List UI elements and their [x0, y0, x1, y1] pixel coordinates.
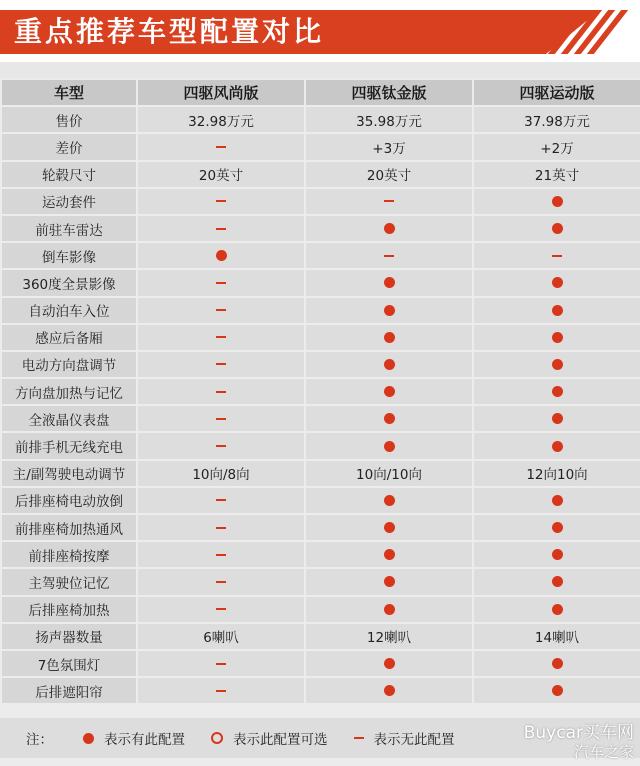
spec-cell	[138, 216, 304, 241]
table-row	[2, 461, 640, 486]
spec-cell	[474, 216, 640, 241]
spec-cell	[306, 515, 472, 540]
row-label: 7色氛围灯	[2, 651, 136, 676]
table-row	[2, 542, 640, 567]
spec-cell	[138, 651, 304, 676]
spec-cell	[306, 216, 472, 241]
row-label: 后排遮阳帘	[2, 678, 136, 703]
no-feature-dash-icon	[216, 200, 226, 202]
spec-cell: +2万	[474, 134, 640, 159]
page-title: 重点推荐车型配置对比	[14, 15, 325, 48]
spec-cell	[138, 134, 304, 159]
spec-cell	[138, 243, 304, 268]
spec-cell	[474, 379, 640, 404]
no-feature-dash-icon	[216, 282, 226, 284]
table-row	[2, 270, 640, 295]
spec-cell	[474, 325, 640, 350]
table-row	[2, 515, 640, 540]
has-feature-dot-icon	[552, 576, 563, 587]
has-feature-dot-icon	[384, 495, 395, 506]
row-label: 运动套件	[2, 189, 136, 214]
spec-cell	[306, 352, 472, 377]
has-feature-dot-icon	[552, 522, 563, 533]
no-feature-dash-icon	[216, 663, 226, 665]
no-feature-dash-icon	[216, 608, 226, 610]
spec-cell	[474, 243, 640, 268]
has-feature-dot-icon	[552, 277, 563, 288]
header-trim-1: 四驱风尚版	[138, 80, 304, 105]
has-feature-dot-icon	[384, 332, 395, 343]
spec-cell	[474, 542, 640, 567]
spec-cell	[474, 515, 640, 540]
no-feature-dash-icon	[216, 228, 226, 230]
has-feature-dot-icon	[552, 332, 563, 343]
table-header-row	[2, 80, 640, 105]
no-feature-dash-icon	[384, 255, 394, 257]
config-comparison-table	[0, 78, 640, 705]
has-feature-dot-icon	[384, 576, 395, 587]
spec-cell	[474, 406, 640, 431]
table-row	[2, 216, 640, 241]
has-feature-dot-icon	[384, 223, 395, 234]
has-feature-dot-icon	[552, 223, 563, 234]
spec-cell	[138, 597, 304, 622]
has-feature-dot-icon	[552, 305, 563, 316]
spec-cell	[306, 597, 472, 622]
no-feature-dash-icon	[216, 499, 226, 501]
has-feature-dot-icon	[384, 359, 395, 370]
spec-cell: 12喇叭	[306, 624, 472, 649]
has-feature-dot-icon	[552, 495, 563, 506]
spec-cell	[138, 189, 304, 214]
table-row	[2, 488, 640, 513]
table-row	[2, 189, 640, 214]
spec-cell	[306, 270, 472, 295]
spec-cell: +3万	[306, 134, 472, 159]
spec-cell: 10向/8向	[138, 461, 304, 486]
spec-cell	[474, 651, 640, 676]
has-feature-dot-icon	[384, 604, 395, 615]
row-label: 后排座椅电动放倒	[2, 488, 136, 513]
spec-cell	[474, 488, 640, 513]
watermark-autohome: 汽车之家	[573, 743, 634, 761]
table-row	[2, 379, 640, 404]
table-row	[2, 406, 640, 431]
row-label: 扬声器数量	[2, 624, 136, 649]
no-feature-dash-icon	[216, 445, 226, 447]
spec-cell: 20英寸	[306, 162, 472, 187]
spec-cell	[138, 270, 304, 295]
spec-cell	[138, 298, 304, 323]
no-feature-dash-icon	[216, 527, 226, 529]
table-row	[2, 243, 640, 268]
spec-cell	[474, 433, 640, 458]
spec-cell	[306, 243, 472, 268]
row-label: 360度全景影像	[2, 270, 136, 295]
legend-optional-text: 表示此配置可选	[233, 732, 328, 748]
spec-cell	[474, 298, 640, 323]
no-feature-dash-icon	[216, 391, 226, 393]
has-feature-dot-icon	[552, 604, 563, 615]
watermark-buycar: Buycar买车网	[523, 723, 634, 743]
spec-cell: 35.98万元	[306, 107, 472, 132]
no-feature-dash-icon	[216, 336, 226, 338]
header-trim-2: 四驱钛金版	[306, 80, 472, 105]
row-label: 差价	[2, 134, 136, 159]
table-row	[2, 569, 640, 594]
has-feature-dot-icon	[216, 250, 227, 261]
spec-cell	[138, 678, 304, 703]
has-feature-dot-icon	[384, 658, 395, 669]
spec-cell	[474, 678, 640, 703]
no-feature-dash-icon	[216, 309, 226, 311]
spec-cell	[138, 569, 304, 594]
spec-cell	[306, 651, 472, 676]
has-feature-dot-icon	[552, 413, 563, 424]
spec-cell	[138, 325, 304, 350]
spec-cell: 14喇叭	[474, 624, 640, 649]
has-feature-dot-icon	[384, 305, 395, 316]
header-model-label: 车型	[2, 80, 136, 105]
legend-prefix: 注：	[26, 732, 53, 748]
spec-cell	[306, 379, 472, 404]
row-label: 感应后备厢	[2, 325, 136, 350]
spec-cell	[138, 433, 304, 458]
has-feature-dot-icon	[384, 386, 395, 397]
legend-none-text: 表示无此配置	[373, 732, 455, 748]
table-row	[2, 433, 640, 458]
row-label: 售价	[2, 107, 136, 132]
has-feature-dot-icon	[552, 441, 563, 452]
row-label: 前排座椅加热通风	[2, 515, 136, 540]
has-feature-dot-icon	[384, 685, 395, 696]
row-label: 前排手机无线充电	[2, 433, 136, 458]
has-feature-dot-icon	[384, 277, 395, 288]
spec-cell	[306, 406, 472, 431]
no-feature-dash-icon	[216, 418, 226, 420]
spec-cell	[474, 270, 640, 295]
row-label: 自动泊车入位	[2, 298, 136, 323]
no-feature-dash-icon	[384, 200, 394, 202]
no-feature-dash-icon	[216, 554, 226, 556]
row-label: 电动方向盘调节	[2, 352, 136, 377]
spec-cell: 10向/10向	[306, 461, 472, 486]
spec-cell: 21英寸	[474, 162, 640, 187]
spec-cell	[474, 569, 640, 594]
spec-cell: 6喇叭	[138, 624, 304, 649]
row-label: 轮毂尺寸	[2, 162, 136, 187]
spec-cell	[306, 325, 472, 350]
spec-cell	[306, 488, 472, 513]
legend-ring-icon	[211, 730, 223, 746]
row-label: 全液晶仪表盘	[2, 406, 136, 431]
title-banner	[0, 0, 640, 62]
has-feature-dot-icon	[552, 386, 563, 397]
spec-cell	[306, 678, 472, 703]
table-row	[2, 352, 640, 377]
has-feature-dot-icon	[552, 685, 563, 696]
table-row	[2, 597, 640, 622]
has-feature-dot-icon	[384, 441, 395, 452]
spec-cell: 37.98万元	[474, 107, 640, 132]
spec-cell	[474, 352, 640, 377]
spec-cell	[138, 406, 304, 431]
no-feature-dash-icon	[552, 255, 562, 257]
no-feature-dash-icon	[216, 146, 226, 148]
legend-dash-icon	[354, 730, 364, 746]
spec-cell: 32.98万元	[138, 107, 304, 132]
spec-cell	[138, 488, 304, 513]
spec-cell	[306, 189, 472, 214]
row-label: 方向盘加热与记忆	[2, 379, 136, 404]
spec-cell	[138, 352, 304, 377]
table-row	[2, 134, 640, 159]
spec-cell	[138, 542, 304, 567]
has-feature-dot-icon	[384, 413, 395, 424]
spec-cell	[138, 379, 304, 404]
spec-cell: 20英寸	[138, 162, 304, 187]
spec-cell	[474, 189, 640, 214]
row-label: 前驻车雷达	[2, 216, 136, 241]
spec-cell	[306, 542, 472, 567]
spec-cell	[306, 569, 472, 594]
no-feature-dash-icon	[216, 690, 226, 692]
row-label: 主驾驶位记忆	[2, 569, 136, 594]
spec-cell	[138, 515, 304, 540]
table-row	[2, 651, 640, 676]
has-feature-dot-icon	[552, 196, 563, 207]
table-row	[2, 678, 640, 703]
spec-cell	[306, 298, 472, 323]
header-trim-3: 四驱运动版	[474, 80, 640, 105]
row-label: 倒车影像	[2, 243, 136, 268]
table-row	[2, 325, 640, 350]
row-label: 主/副驾驶电动调节	[2, 461, 136, 486]
legend-dot-icon	[83, 730, 94, 746]
legend-has-text: 表示有此配置	[104, 732, 185, 748]
has-feature-dot-icon	[384, 522, 395, 533]
table-body	[2, 80, 640, 703]
has-feature-dot-icon	[552, 658, 563, 669]
has-feature-dot-icon	[384, 549, 395, 560]
has-feature-dot-icon	[552, 549, 563, 560]
has-feature-dot-icon	[552, 359, 563, 370]
spec-cell: 12向10向	[474, 461, 640, 486]
spec-cell	[474, 597, 640, 622]
row-label: 前排座椅按摩	[2, 542, 136, 567]
spec-cell	[306, 433, 472, 458]
table-row	[2, 107, 640, 132]
row-label: 后排座椅加热	[2, 597, 136, 622]
no-feature-dash-icon	[216, 363, 226, 365]
banner-stripes	[552, 10, 632, 54]
banner-separator	[0, 62, 640, 78]
table-row	[2, 298, 640, 323]
table-row	[2, 162, 640, 187]
no-feature-dash-icon	[216, 581, 226, 583]
table-row	[2, 624, 640, 649]
